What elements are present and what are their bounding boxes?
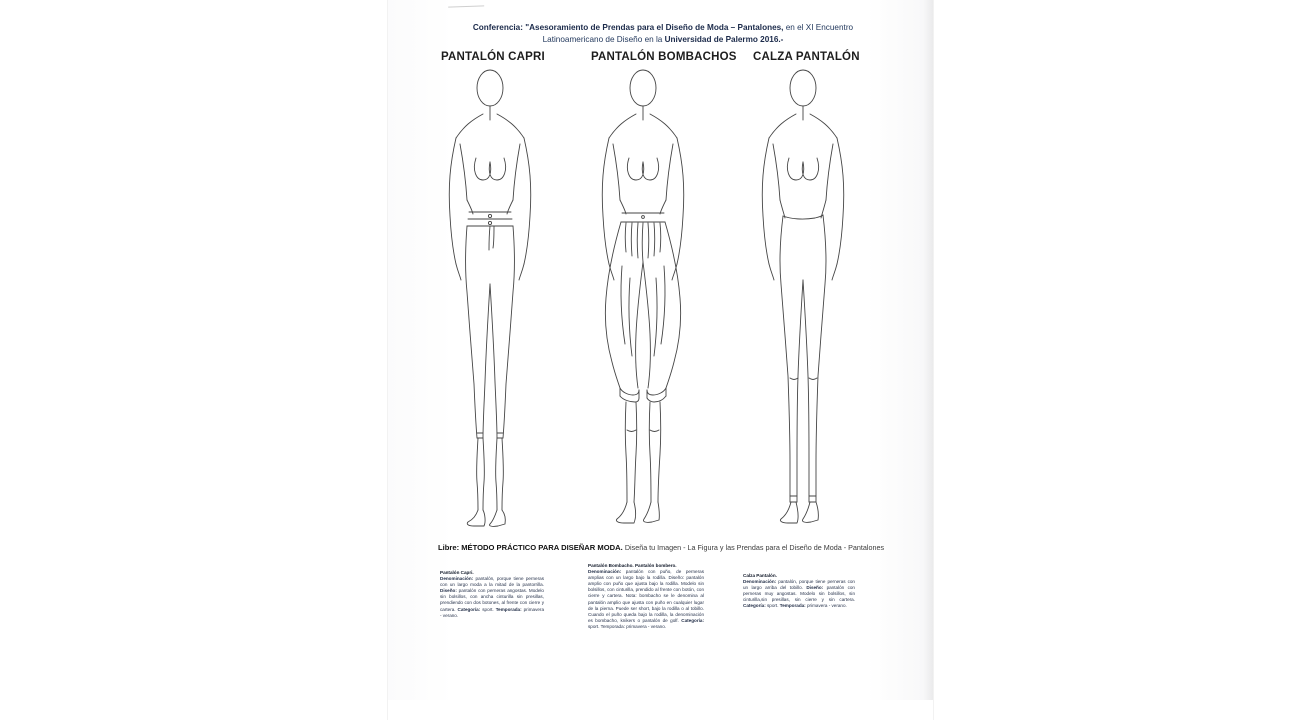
libre-subtitle: Diseña tu Imagen - La Figura y las Prendas para el Diseño de Moda - Pantalones [624, 543, 885, 552]
libre-credit-line [438, 543, 884, 552]
conference-line2-b: en la [644, 34, 663, 44]
note-line-text: o al tobillo. Cuando el puño queda bajo la rodilla, la [588, 605, 704, 617]
note-line-text: primavera - verano. [805, 603, 847, 609]
note-line-text: con cierre y cartera. Nota: bombacho se le denomina al [588, 587, 705, 599]
figure-pantalon-bombachos [570, 66, 740, 536]
conference-title [438, 22, 888, 45]
note-line-label: Diseño: [806, 585, 824, 591]
note-line-label: Categoría: [457, 606, 481, 612]
note-line-text: sin bolsillos, con cinturilla, prendido al frente con botón, [588, 581, 705, 593]
note-line-label: Denominación: [588, 569, 622, 575]
note-body [743, 579, 855, 609]
note-line-text: pantalón, porque tiene [776, 579, 826, 585]
note-line-text: lugar de la pierna. Puede ser short, bajo la rodilla [588, 599, 704, 611]
note-line-text: cinturilla,sin presillas, sin cierre [743, 597, 817, 603]
note-line-text: denominación es bombacho, knikers o pantalón de golf. [588, 611, 704, 623]
conference-title-tail: en el XI Encuentro [785, 23, 854, 32]
note-line-text: y sin cartera. [821, 597, 856, 603]
note-line-text: amplio con puño que ajusta bajo la rodilla. Modelo [588, 581, 697, 587]
note-line-text: tiene perneras con un largo moda [440, 576, 544, 588]
note-line-text: sport. [765, 603, 779, 609]
note-line-label: Temporada: [495, 606, 522, 612]
note-line-text: Modelo sin bolsillos, con ancha cinturilla [440, 588, 544, 600]
note-line-text: pantalón amplio que ajusta con puño en cualquier [588, 599, 693, 605]
figure-headings [388, 48, 933, 68]
note-line-label: Denominación: [743, 579, 777, 585]
note-title: Calza Pantalón. [743, 573, 777, 578]
note-title: Pantalón Capri. [440, 570, 474, 575]
note-line-text: pantalón con perneras angostas. [456, 588, 528, 594]
note-calza-pantalon [743, 573, 855, 610]
note-pantalon-bombachos [588, 563, 704, 630]
note-line-text: perneras con un largo arriba del tobillo. [743, 579, 855, 591]
note-line-label: Denominación: [440, 576, 474, 582]
note-body [588, 569, 704, 630]
note-line-label: Categoría: [681, 617, 704, 623]
figure-row [388, 66, 933, 536]
note-body [440, 576, 544, 619]
note-line-text: pantalón con perneras [743, 585, 855, 597]
libre-title: MÉTODO PRÁCTICO PARA DISEÑAR MODA. [461, 543, 623, 552]
note-line-text: amplias con un largo bajo la rodilla. Diseño: pantalón [588, 575, 704, 581]
sheet-corner-mark [448, 0, 484, 8]
note-line-text: primavera - verano. [440, 606, 545, 618]
note-line-text: sin presillas, prendiendo con dos botones, [440, 594, 545, 606]
conference-line2-c: Universidad de Palermo 2016.- [664, 34, 784, 44]
figure-calza-pantalon [733, 66, 903, 536]
heading-pantalon-bombachos: PANTALÓN BOMBACHOS [591, 51, 737, 63]
note-line-label: Diseño: [440, 588, 457, 594]
note-line-label: Temporada: [779, 603, 806, 609]
note-line-text: muy angostas. Modelo sin bolsillos, sin [764, 591, 855, 597]
note-line-text: sport. [480, 606, 494, 612]
note-title: Pantalón Bombacho. Pantalón bombero. [588, 563, 677, 568]
heading-calza-pantalon: CALZA PANTALÓN [753, 51, 860, 63]
note-line-text: pantalón con puño, de perneras [621, 569, 704, 575]
conference-title-main: "Asesoramiento de Prendas para el Diseño de Moda – Pantalones, [525, 23, 784, 32]
sheet-bottom-margin [388, 700, 933, 720]
scanned-sheet [388, 0, 933, 720]
conference-label: Conferencia: [472, 23, 523, 32]
heading-pantalon-capri: PANTALÓN CAPRI [441, 51, 545, 63]
note-line-text: al frente con cierre y cartera. [440, 600, 545, 612]
note-line-text: a la mitad de la pantorrilla. [484, 582, 544, 588]
conference-line2-a: Latinoamericano de Diseño [542, 34, 643, 44]
note-line-text: sport. Temporada: primavera - verano. [588, 623, 667, 629]
note-line-text: pantalón, porque [473, 576, 512, 582]
figure-pantalon-capri [420, 66, 590, 536]
note-pantalon-capri [440, 570, 544, 619]
note-line-label: Categoría: [743, 603, 766, 609]
libre-label: Libre: [438, 543, 460, 552]
notes-row [388, 563, 933, 653]
